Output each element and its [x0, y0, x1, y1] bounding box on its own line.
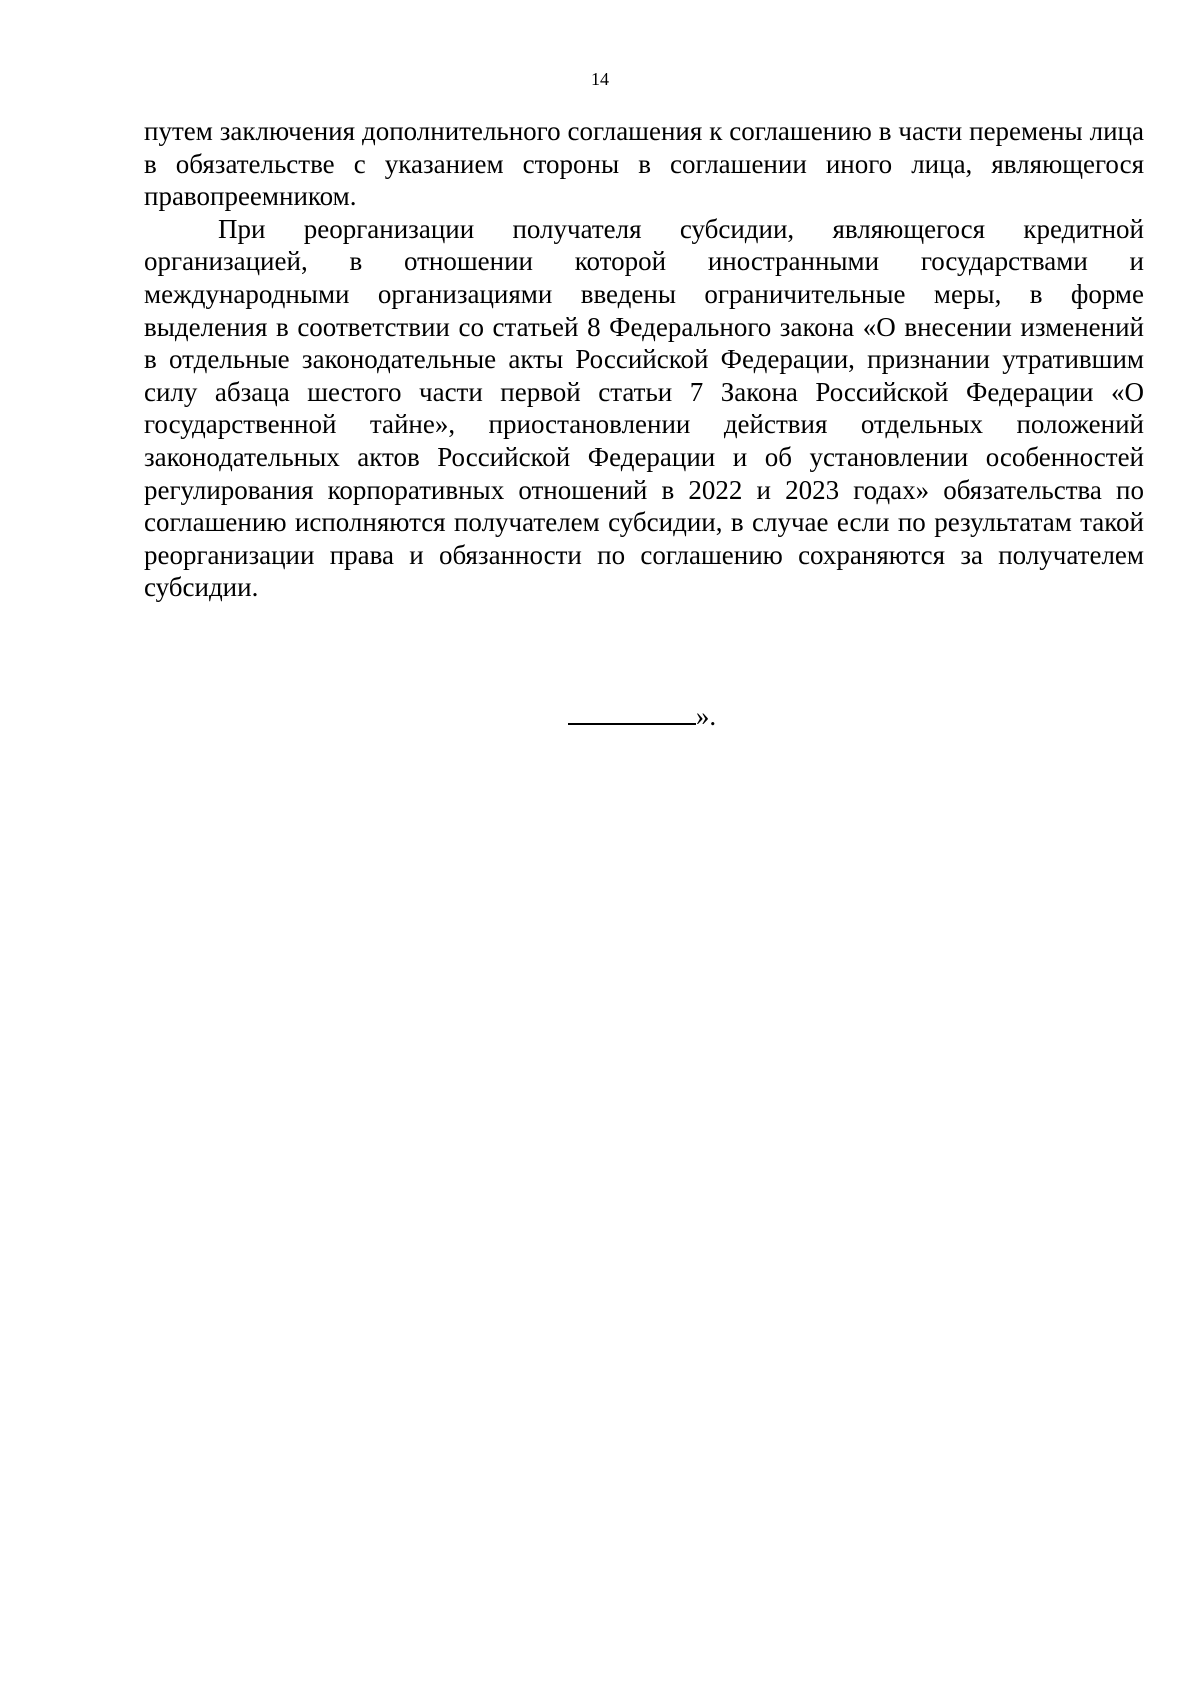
closing-quote-mark: ».: [695, 701, 717, 731]
document-body: [144, 115, 1144, 604]
closing-line: [0, 700, 1200, 732]
paragraph-reorganization: При реорганизации получателя субсидии, являющегося кредитной организацией, в отношении которой иностранными государствами и международными организациями введены ограничительные меры, в форме выделения в соответствии со статьей 8 Федерального закона «О внесении изменений в отдельные законодательные акты Российской Федерации, признании утратившим силу абзаца шестого части первой статьи 7 Закона Российской Федерации «О государственной тайне», приостановлении действия отдельных положений законодательных актов Российской Федерации и об установлении особенностей регулирования корпоративных отношений в 2022 и 2023 годах» обязательства по соглашению исполняются получателем субсидии, в случае если по результатам такой реорганизации права и обязанности по соглашению сохраняются за получателем субсидии.: [144, 213, 1144, 603]
paragraph-continuation: путем заключения дополнительного соглашения к соглашению в части перемены лица в обязательстве с указанием стороны в соглашении иного лица, являющегося правопреемником.: [144, 116, 1144, 212]
page-number: 14: [591, 69, 609, 89]
closing-rule: [568, 701, 696, 725]
